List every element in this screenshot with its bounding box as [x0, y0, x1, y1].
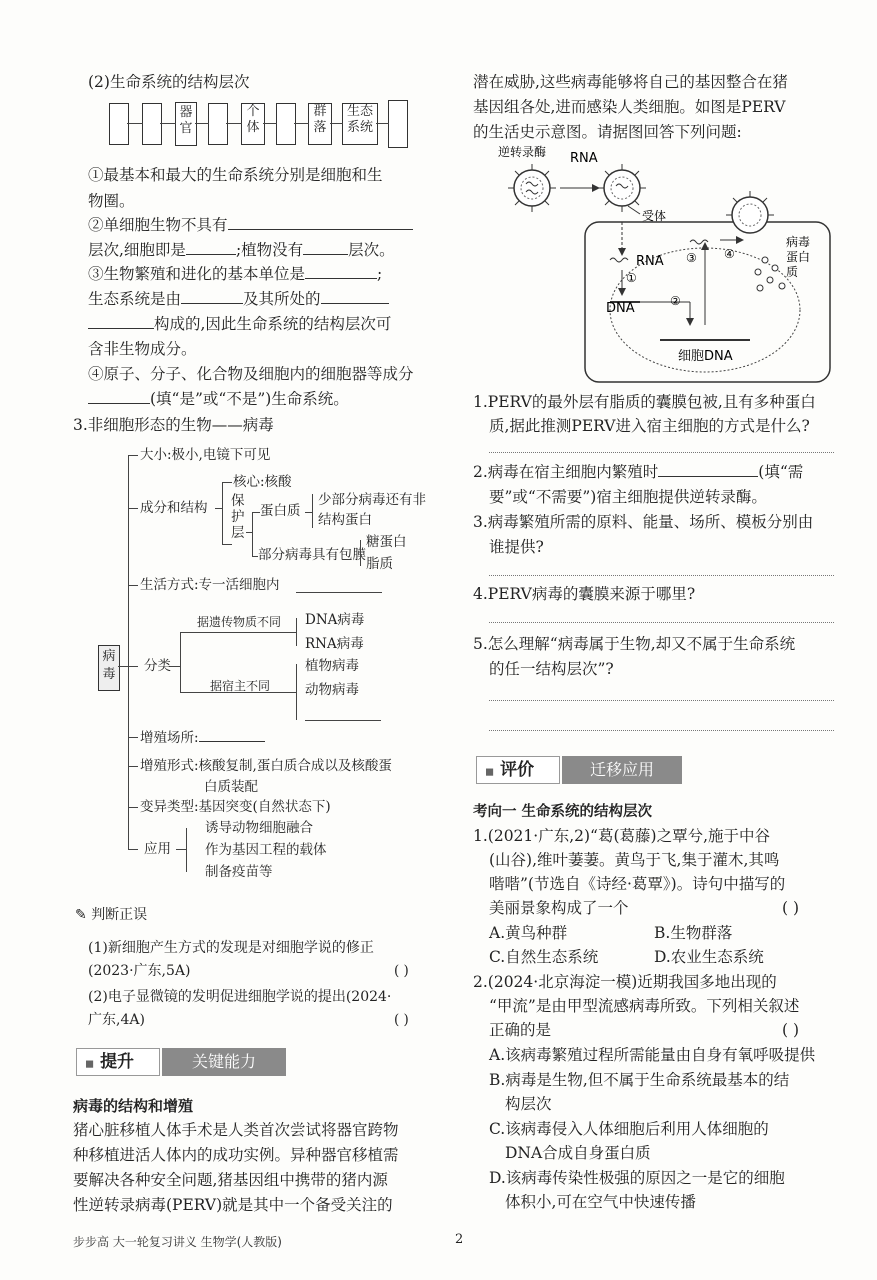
- answer-line-3: [489, 575, 834, 576]
- tree-rna-virus: RNA病毒: [305, 636, 364, 652]
- tree-dna-virus: DNA病毒: [305, 612, 365, 628]
- flow-box-4: [208, 103, 228, 145]
- exercise-2-option-b-cont: 构层次: [505, 1095, 552, 1113]
- question-3-cont: 谁提供?: [489, 538, 544, 556]
- exercise-2: 2.(2024·北京海淀一模)近期我国多地出现的: [473, 973, 777, 991]
- right-para-2: 基因组各处,进而感染人类细胞。如图是PERV: [473, 98, 786, 116]
- judge-header: ✎ 判断正误: [75, 907, 148, 923]
- question-5-cont: 的任一结构层次”?: [489, 660, 614, 678]
- fig-label-dna: DNA: [606, 301, 635, 316]
- exercise-1-option-c: C.自然生态系统: [489, 948, 599, 966]
- fig-label-cell-dna: 细胞DNA: [678, 349, 733, 364]
- flow-box-1: [109, 103, 129, 145]
- fig-label-rt: 逆转录酶: [498, 145, 547, 159]
- tree-plant-virus: 植物病毒: [305, 658, 359, 674]
- exercise-1-cont-2: 喈喈”(节选自《诗经·葛覃》)。诗句中描写的: [489, 875, 786, 893]
- fig-label-rna-top: RNA: [570, 151, 598, 166]
- intro-para-1: 猪心脏移植人体手术是人类首次尝试将器官跨物: [73, 1121, 399, 1139]
- tree-form-2: 白质装配: [204, 779, 258, 795]
- point-2-cont: 层次,细胞即是 ;植物没有 层次。: [88, 238, 395, 262]
- point-1: ①最基本和最大的生命系统分别是细胞和生: [88, 166, 383, 184]
- exercise-1-option-a: A.黄鸟种群: [489, 924, 568, 942]
- tree-capsid-note-1: 少部分病毒还有非: [318, 492, 426, 508]
- subsection-title: 病毒的结构和增殖: [73, 1097, 194, 1115]
- page-number: 2: [455, 1232, 464, 1247]
- tree-app-3: 制备疫苗等: [205, 864, 273, 880]
- point-3-cont2: 构成的,因此生命系统的结构层次可: [88, 312, 391, 336]
- exercise-1-option-b: B.生物群落: [654, 924, 733, 942]
- exercise-2-cont-2: 正确的是: [489, 1021, 552, 1039]
- fig-label-step2: ②: [670, 294, 681, 308]
- intro-para-4: 性逆转录病毒(PERV)就是其中一个备受关注的: [73, 1196, 393, 1214]
- flow-box-individual: 个体: [241, 103, 265, 145]
- judge-1-source: (2023·广东,5A): [88, 963, 191, 979]
- footer-text: 步步高 大一轮复习讲义 生物学(人教版): [73, 1235, 282, 1249]
- flow-box-6: [276, 103, 296, 145]
- exercise-1-cont-3: 美丽景象构成了一个: [489, 899, 629, 917]
- question-4: 4.PERV病毒的囊膜来源于哪里?: [473, 585, 696, 603]
- banner-bullet-icon: ◼: [485, 765, 495, 778]
- tree-size: 大小:极小,电镜下可见: [140, 447, 271, 463]
- exercise-2-option-c-cont: DNA合成自身蛋白质: [505, 1144, 651, 1162]
- tree-classify: 分类: [144, 658, 171, 674]
- exercise-2-option-c: C.该病毒侵入人体细胞后利用人体细胞的: [489, 1120, 769, 1138]
- question-2: 2.病毒在宿主细胞内繁殖时 (填“需: [473, 460, 803, 484]
- point-4: ④原子、分子、化合物及细胞内的细胞器等成分: [88, 365, 414, 383]
- right-para-3: 的生活史示意图。请据图回答下列问题:: [473, 123, 742, 141]
- tree-lifestyle: 生活方式:专一活细胞内: [140, 577, 280, 593]
- judge-2: (2)电子显微镜的发明促进细胞学说的提出(2024·: [88, 989, 392, 1005]
- tree-by-genetic-material: 据遗传物质不同: [197, 615, 282, 629]
- tree-by-host: 据宿主不同: [210, 679, 271, 693]
- answer-line-4: [489, 622, 834, 623]
- tree-protect-layer: 保护层: [231, 493, 245, 541]
- tree-root-virus: 病毒: [98, 645, 120, 691]
- point-3-cont3: 含非生物成分。: [88, 340, 197, 358]
- flow-box-community: 群落: [308, 103, 332, 145]
- exercise-1-option-d: D.农业生态系统: [654, 948, 764, 966]
- question-1: 1.PERV的最外层有脂质的囊膜包被,且有多种蛋白: [473, 393, 816, 411]
- fig-label-step4: ④: [724, 247, 735, 261]
- question-2-cont: 要”或“不需要”)宿主细胞提供逆转录酶。: [489, 488, 767, 506]
- section-2-title: (2)生命系统的结构层次: [88, 73, 250, 91]
- question-1-cont: 质,据此推测PERV进入宿主细胞的方式是什么?: [489, 417, 810, 435]
- tree-composition: 成分和结构: [140, 500, 208, 516]
- point-1-cont: 物圈。: [88, 192, 135, 210]
- perv-lifecycle-figure: [490, 140, 840, 390]
- direction-1: 考向一 生命系统的结构层次: [473, 804, 653, 820]
- fig-label-step3: ③: [686, 251, 697, 265]
- intro-para-3: 要解决各种安全问题,猪基因组中携带的猪内源: [73, 1171, 388, 1189]
- exercise-2-option-d-cont: 体积小,可在空气中快速传播: [505, 1193, 696, 1211]
- point-3-cont: 生态系统是由 及其所处的: [88, 287, 389, 311]
- flow-box-last: [388, 100, 408, 148]
- section-3-title: 3.非细胞形态的生物——病毒: [73, 416, 274, 434]
- tree-capsid: 蛋白质: [260, 503, 301, 519]
- exercise-1: 1.(2021·广东,2)“葛(葛藤)之覃兮,施于中谷: [473, 827, 770, 845]
- point-4-cont: (填“是”或“不是”)生命系统。: [88, 387, 349, 411]
- fig-label-receptor: 受体: [642, 209, 667, 223]
- perv-lifecycle-diagram: [490, 140, 840, 390]
- pencil-icon: ✎: [75, 907, 87, 923]
- answer-line-5b: [489, 730, 834, 731]
- answer-line-5a: [489, 700, 834, 701]
- point-3: ③生物繁殖和进化的基本单位是 ;: [88, 262, 382, 286]
- exercise-2-option-b: B.病毒是生物,但不属于生命系统最基本的结: [489, 1071, 790, 1089]
- tree-application: 应用: [144, 841, 171, 857]
- judge-1-answer: ( ): [394, 963, 409, 979]
- fig-label-rna: RNA: [636, 254, 664, 269]
- banner-evaluate: ◼ 评价 迁移应用: [476, 756, 682, 782]
- fig-label-viral-protein-3: 质: [786, 265, 799, 279]
- tree-capsid-note-2: 结构蛋白: [318, 512, 372, 528]
- flow-box-organ: 器官: [175, 102, 197, 146]
- tree-app-2: 作为基因工程的载体: [205, 842, 327, 858]
- judge-2-answer: ( ): [394, 1012, 409, 1028]
- flow-box-ecosystem: 生态系统: [342, 103, 378, 145]
- fig-label-viral-protein-2: 蛋白: [786, 250, 811, 264]
- question-3: 3.病毒繁殖所需的原料、能量、场所、模板分别由: [473, 513, 814, 531]
- banner-bullet-icon: ◼: [85, 1057, 95, 1070]
- judge-1: (1)新细胞产生方式的发现是对细胞学说的修正: [88, 940, 374, 956]
- tree-site: 增殖场所:: [140, 727, 265, 748]
- tree-mutation: 变异类型:基因突变(自然状态下): [140, 799, 331, 815]
- intro-para-2: 种移植进活人体内的成功实例。异种器官移植需: [73, 1146, 399, 1164]
- exercise-1-cont-1: (山谷),维叶萋萋。黄鸟于飞,集于灌木,其鸣: [489, 851, 780, 869]
- tree-core: 核心:核酸: [233, 474, 292, 490]
- fig-label-step1: ①: [626, 271, 637, 285]
- exercise-2-answer: ( ): [782, 1021, 800, 1039]
- judge-2-source: 广东,4A): [88, 1012, 145, 1028]
- tree-animal-virus: 动物病毒: [305, 682, 359, 698]
- tree-envelope-glycoprotein: 糖蛋白: [366, 534, 407, 550]
- exercise-2-cont-1: “甲流”是由甲型流感病毒所致。下列相关叙述: [489, 997, 800, 1015]
- banner-improve: ◼ 提升 关键能力: [76, 1048, 286, 1074]
- answer-line-1: [489, 452, 834, 453]
- tree-envelope: 部分病毒具有包膜: [258, 547, 366, 563]
- tree-app-1: 诱导动物细胞融合: [205, 820, 313, 836]
- point-2: ②单细胞生物不具有: [88, 213, 413, 237]
- exercise-1-answer: ( ): [782, 899, 800, 917]
- exercise-2-option-d: D.该病毒传染性极强的原因之一是它的细胞: [489, 1169, 785, 1187]
- flow-box-2: [142, 103, 162, 145]
- fig-label-viral-protein-1: 病毒: [786, 235, 811, 249]
- tree-form-1: 增殖形式:核酸复制,蛋白质合成以及核酸蛋: [140, 758, 392, 774]
- question-5: 5.怎么理解“病毒属于生物,却又不属于生命系统: [473, 635, 796, 653]
- right-para-1: 潜在威胁,这些病毒能够将自己的基因整合在猪: [473, 73, 788, 91]
- tree-envelope-lipid: 脂质: [366, 556, 393, 572]
- exercise-2-option-a: A.该病毒繁殖过程所需能量由自身有氧呼吸提供: [489, 1046, 816, 1064]
